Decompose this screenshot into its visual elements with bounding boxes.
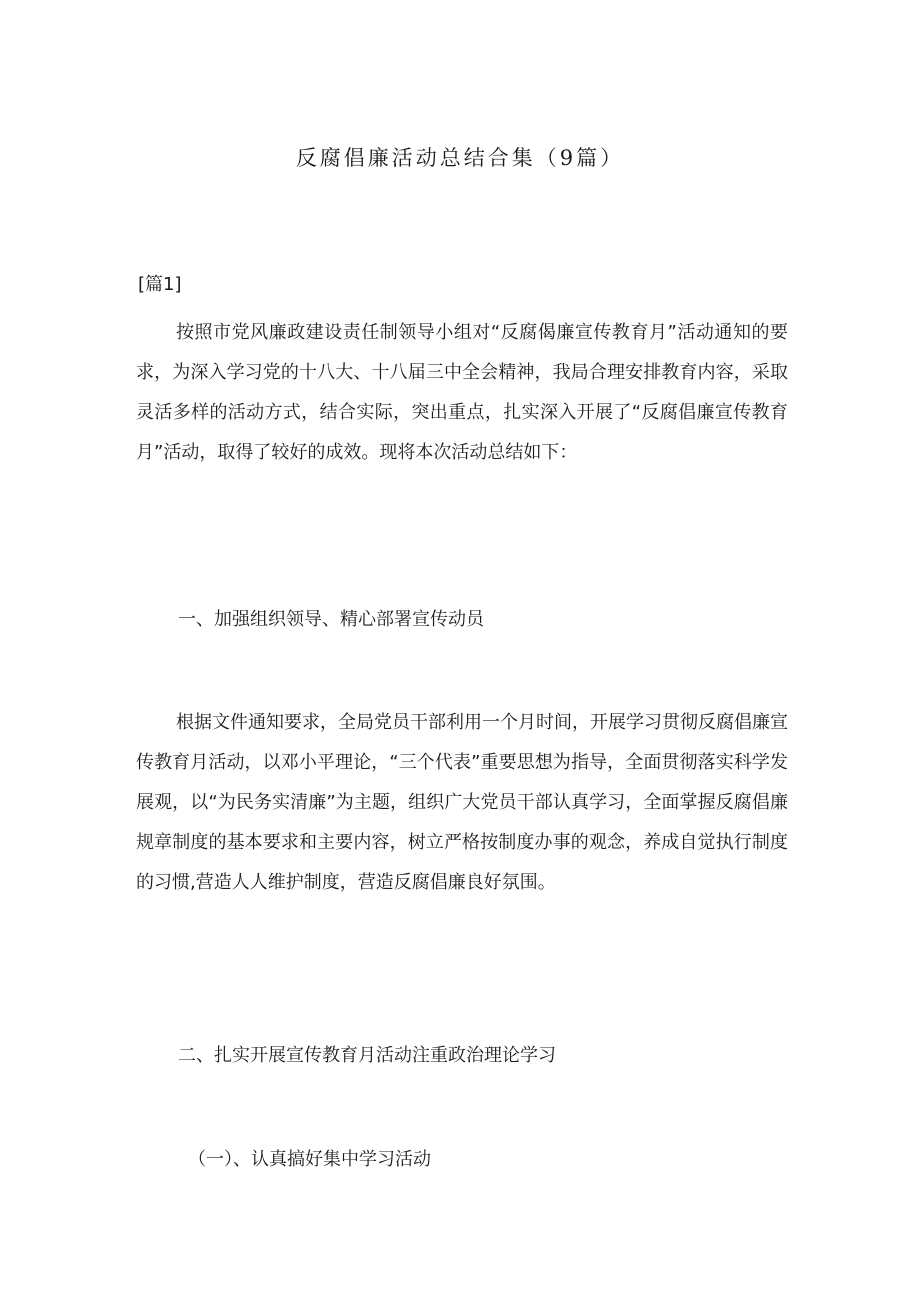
- section-label: [篇1]: [138, 274, 182, 295]
- heading-education-month: 二、扎实开展宣传教育月活动注重政治理论学习: [178, 1045, 556, 1066]
- document-title: 反腐倡廉活动总结合集（9篇）: [295, 146, 625, 170]
- paragraph-intro: 按照市党风廉政建设责任制领导小组对“反腐偈廉宣传教育月”活动通知的要求，为深入学习党的十八大、十八届三中全会精神，我局合理安排教育内容，采取灵活多样的活动方式，结合实际，突出重点，扎实深入开展了“反腐倡廉宣传教育月”活动，取得了较好的成效。现将本次活动总结如下：: [136, 322, 788, 463]
- heading-concentrated-study: （一）、认真搞好集中学习活动: [188, 1149, 431, 1170]
- paragraph-study: 根据文件通知要求，全局党员干部利用一个月时间，开展学习贯彻反腐倡廉宣传教育月活动，以邓小平理论，“三个代表”重要思想为指导，全面贯彻落实科学发展观，以“为民务实清廉”为主题，组织广大党员干部认真学习，全面掌握反腐倡廉规章制度的基本要求和主要内容，树立严格按制度办事的观念，养成自觉执行制度的习惯,营造人人维护制度，营造反腐倡廉良好氛围。: [136, 712, 788, 893]
- heading-organization: 一、加强组织领导、精心部署宣传动员: [178, 609, 484, 630]
